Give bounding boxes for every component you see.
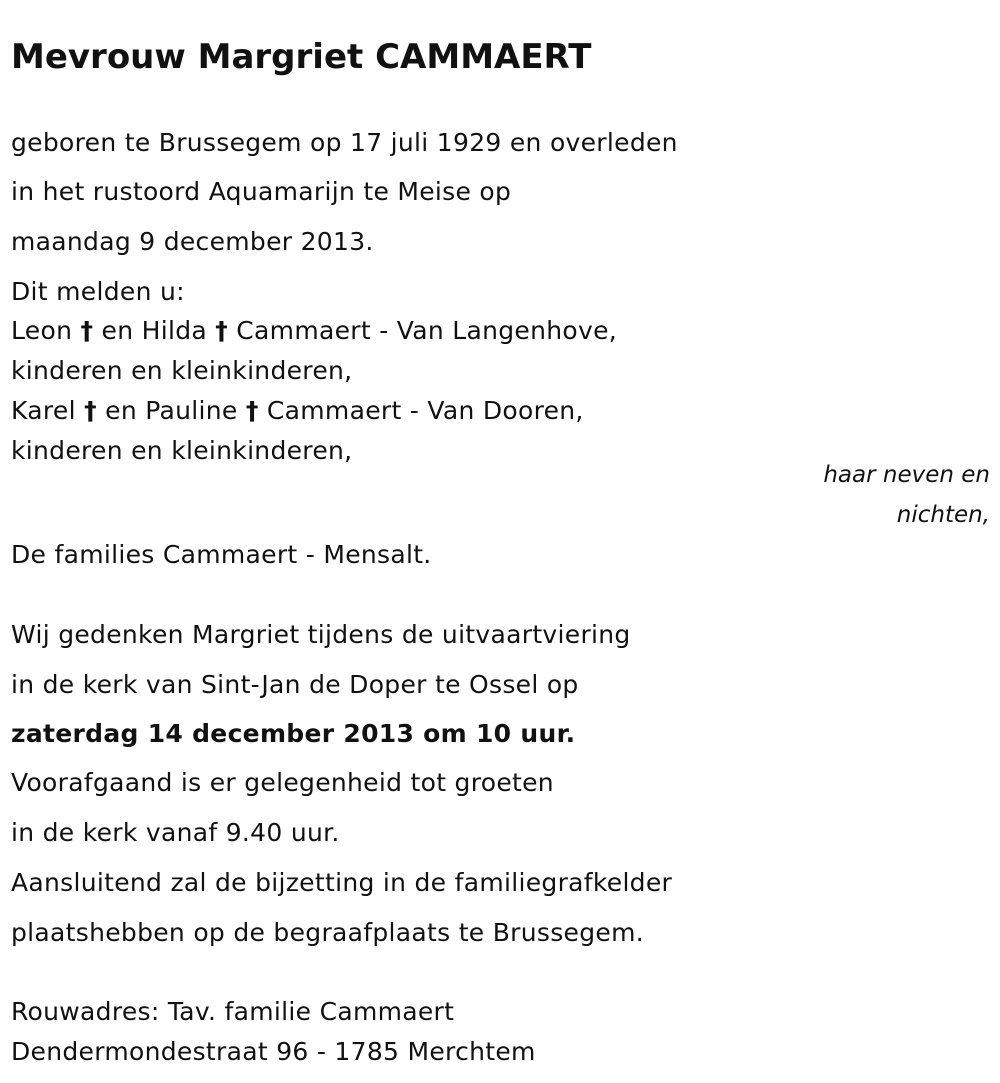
service-line-1: Wij gedenken Margriet tijdens de uitvaartviering <box>11 620 631 649</box>
nephews-line-2: nichten, <box>896 502 990 528</box>
birth-line-2: in het rustoord Aquamarijn te Meise op <box>11 177 512 206</box>
obituary-title: Mevrouw Margriet CAMMAERT <box>11 37 592 77</box>
family-2-join: en Pauline <box>105 396 238 425</box>
birth-line-3: maandag 9 december 2013. <box>11 227 374 256</box>
service-line-5: Aansluitend zal de bijzetting in de familiegrafkelder <box>11 868 673 897</box>
cross-icon: † <box>245 396 259 425</box>
address-line-1: Rouwadres: Tav. familie Cammaert <box>11 997 455 1026</box>
service-line-2: in de kerk van Sint-Jan de Doper te Ossel op <box>11 670 579 699</box>
family-2-name-b: Cammaert - Van Dooren, <box>266 396 584 425</box>
family-1-join: en Hilda <box>101 316 207 345</box>
service-line-3: Voorafgaand is er gelegenheid tot groeten <box>11 768 554 797</box>
service-line-4: in de kerk vanaf 9.40 uur. <box>11 818 340 847</box>
family-2-kids: kinderen en kleinkinderen, <box>11 436 353 465</box>
family-1-name-a: Leon <box>11 316 73 345</box>
cross-icon: † <box>80 316 94 345</box>
family-1-kids: kinderen en kleinkinderen, <box>11 356 353 385</box>
announce-intro: Dit melden u: <box>11 277 185 306</box>
families-line: De families Cammaert - Mensalt. <box>11 540 432 569</box>
cross-icon: † <box>84 396 97 425</box>
cross-icon: † <box>215 316 229 345</box>
family-1-name-b: Cammaert - Van Langenhove, <box>236 316 617 345</box>
birth-line-1: geboren te Brussegem op 17 juli 1929 en overleden <box>11 128 678 157</box>
family-1-line <box>11 316 617 346</box>
service-line-6: plaatshebben op de begraafplaats te Brussegem. <box>11 918 644 947</box>
address-line-2: Dendermondestraat 96 - 1785 Merchtem <box>11 1037 536 1066</box>
service-date: zaterdag 14 december 2013 om 10 uur. <box>11 719 576 748</box>
nephews-line-1: haar neven en <box>823 462 990 488</box>
family-2-line <box>11 396 584 426</box>
family-2-name-a: Karel <box>11 396 76 425</box>
